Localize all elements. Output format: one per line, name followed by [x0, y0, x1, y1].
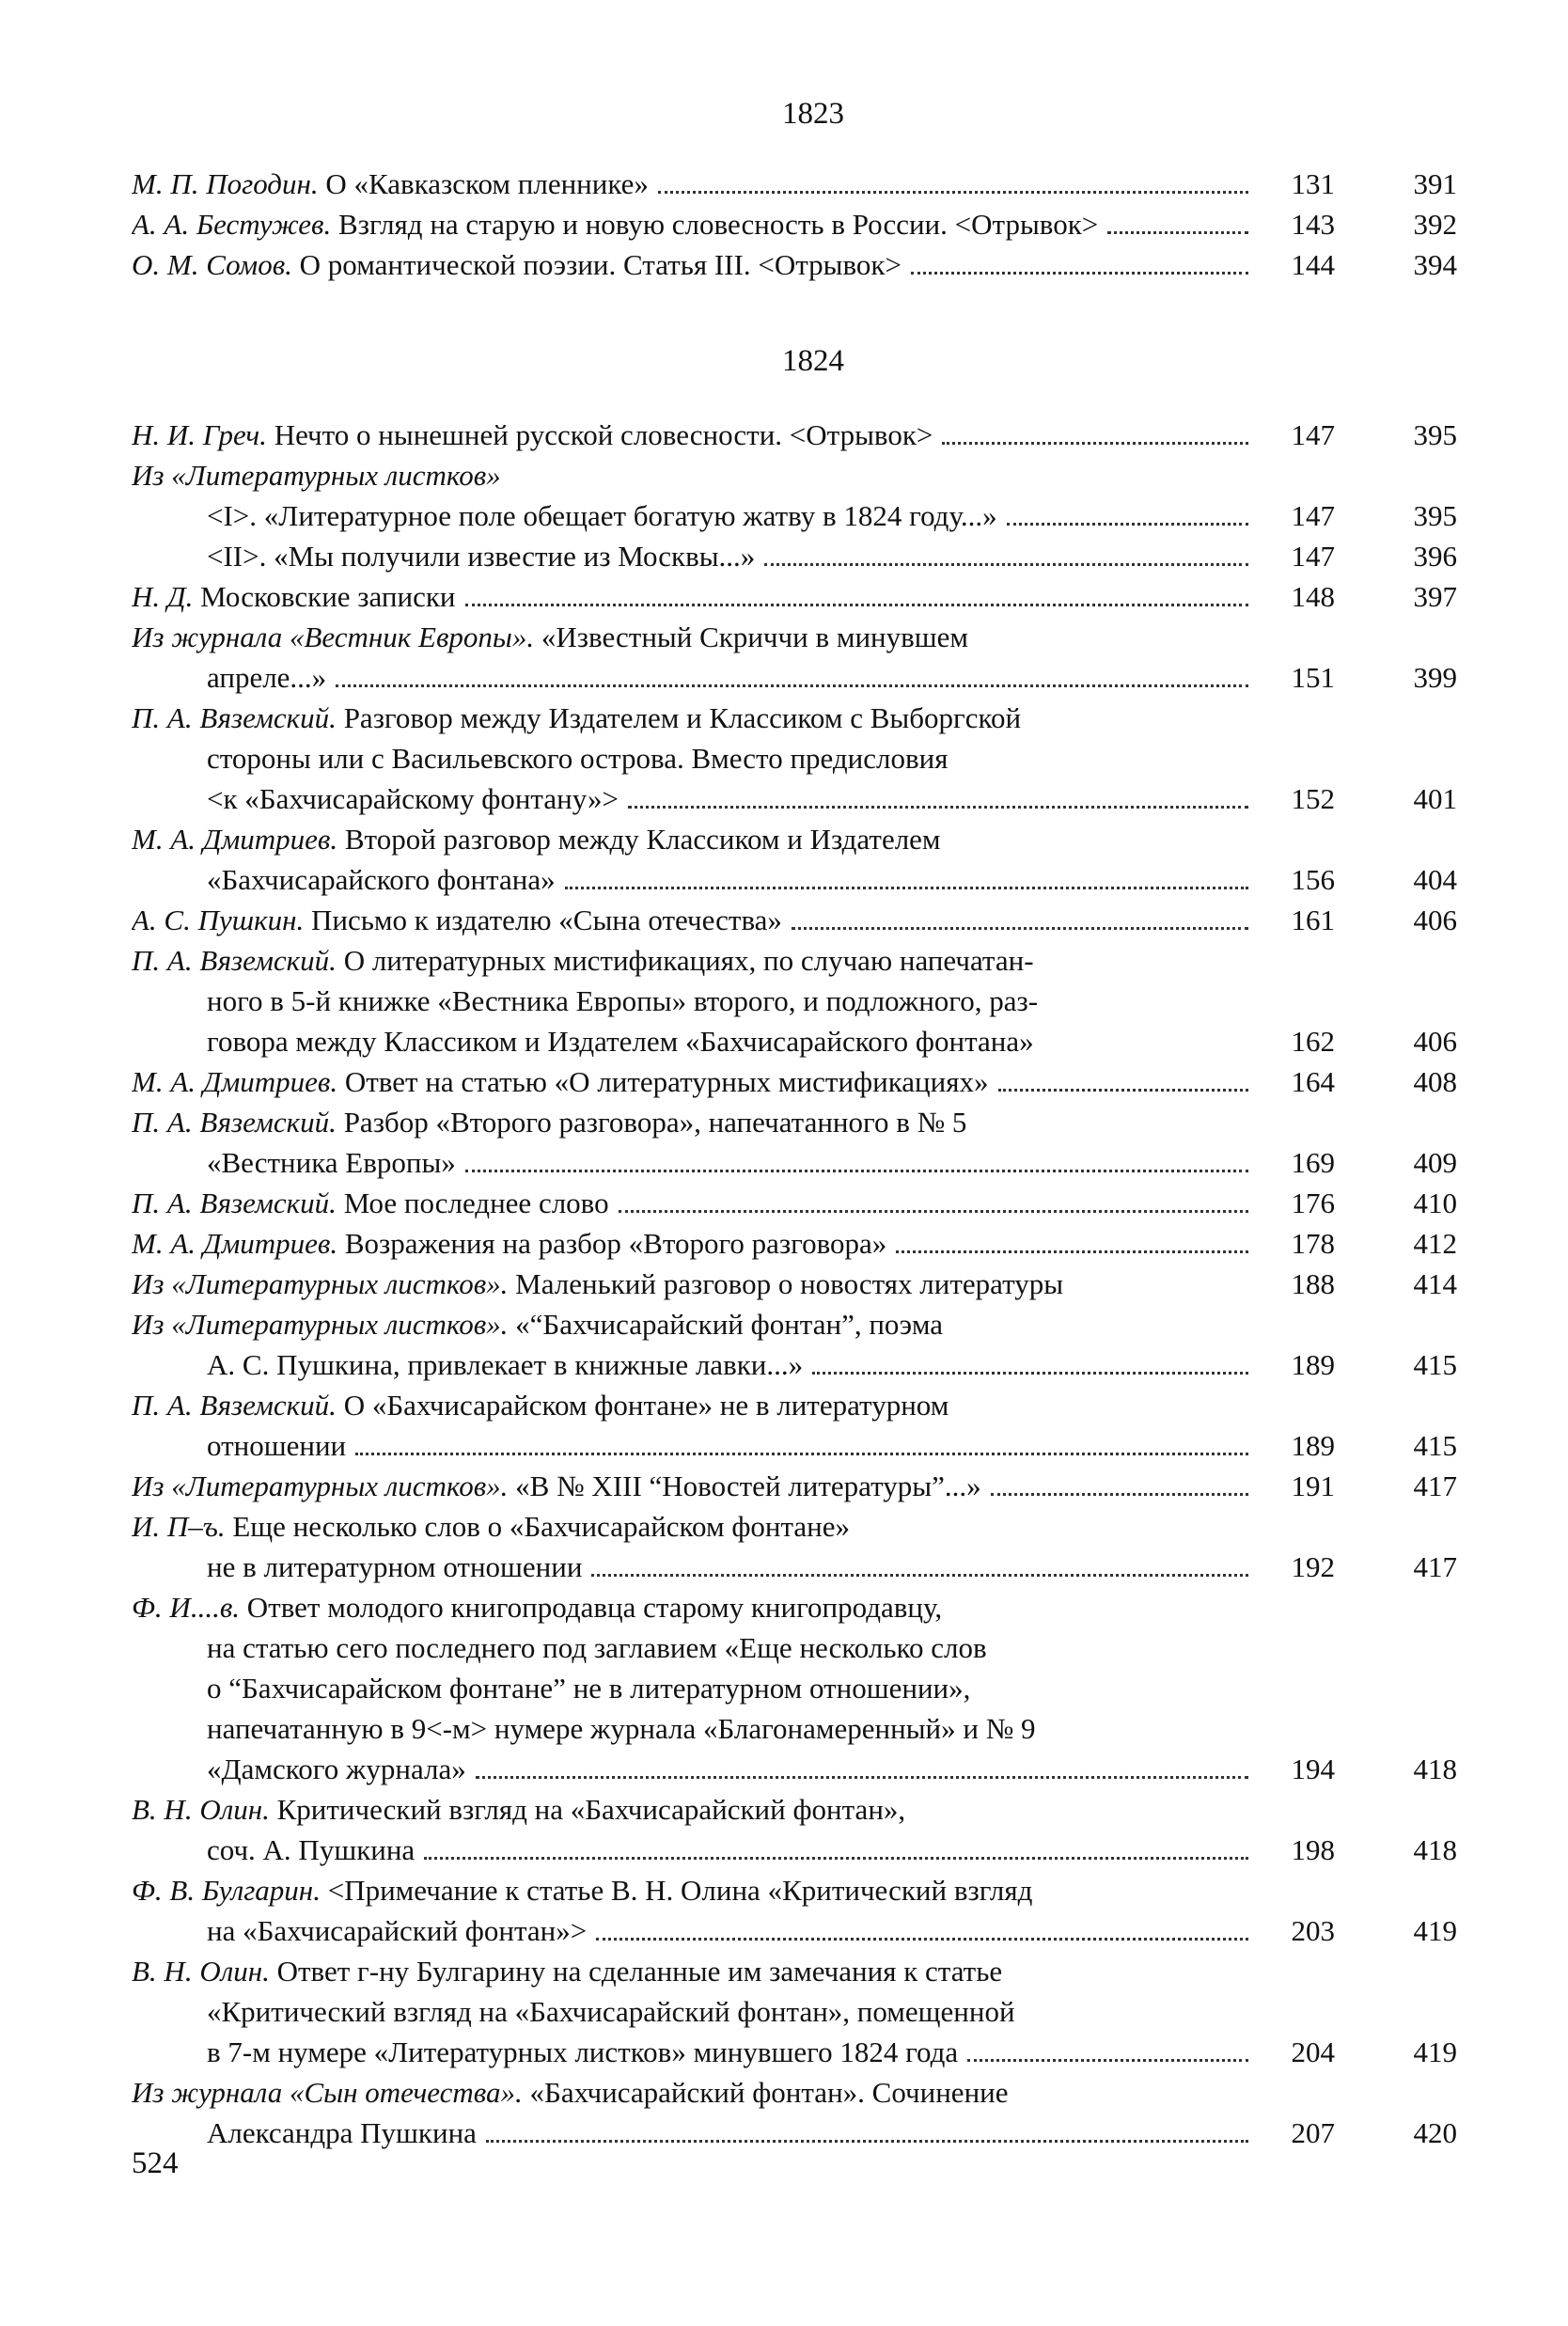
- entry-line: [132, 1708, 1457, 1749]
- year-heading: 1824: [782, 344, 844, 378]
- entry-line: [132, 819, 1457, 859]
- toc-entry: [132, 1506, 1457, 1587]
- entry-title: говора между Классиком и Издателем «Бахчисарайского фонтана»: [207, 1025, 1034, 1058]
- dot-leader: [658, 191, 1248, 194]
- entry-line: [132, 1183, 1457, 1223]
- entry-line: [132, 1344, 1457, 1385]
- page-ref-primary: 188: [1291, 1267, 1335, 1300]
- entry-line: [132, 1830, 1457, 1870]
- entry-author: Из «Литературных листков»: [132, 459, 501, 492]
- entry-title: о “Бахчисарайском фонтане” не в литературном отношении»,: [207, 1672, 971, 1705]
- dot-leader: [764, 563, 1248, 566]
- entry-title: Нечто о нынешней русской словесности. <Отрывок>: [266, 418, 933, 451]
- entry-author: П. А. Вяземский.: [132, 1389, 337, 1422]
- entry-line: [132, 1506, 1457, 1547]
- page-ref-primary: 207: [1291, 2116, 1335, 2149]
- entry-title: «Дамского журнала»: [207, 1752, 466, 1785]
- entry-text: [207, 738, 948, 778]
- dot-leader: [911, 272, 1248, 275]
- page-ref-commentary: 412: [1413, 1227, 1457, 1260]
- entry-text: [207, 2032, 958, 2072]
- entry-line: [132, 1264, 1457, 1304]
- entry-text: [132, 1587, 942, 1627]
- page-ref-primary: 176: [1291, 1187, 1335, 1219]
- page-ref-commentary: 396: [1413, 540, 1457, 573]
- page-ref-primary: 189: [1291, 1348, 1335, 1381]
- page-ref-commentary: 394: [1413, 248, 1457, 281]
- entry-text: [207, 1910, 587, 1951]
- entry-text: [132, 164, 649, 204]
- entry-title: «В № XIII “Новостей литературы”...»: [508, 1469, 981, 1502]
- page-ref-commentary: 417: [1413, 1469, 1457, 1502]
- entry-author: Из «Литературных листков».: [132, 1267, 509, 1300]
- entry-title: Александра Пушкина: [207, 2116, 477, 2149]
- page-ref-primary: 192: [1291, 1550, 1335, 1583]
- entry-list: [132, 415, 1457, 2153]
- page-ref-primary: 162: [1291, 1025, 1335, 1058]
- entry-line: [132, 576, 1457, 617]
- entry-line: [132, 1061, 1457, 1102]
- entry-author: М. А. Дмитриев.: [132, 1227, 338, 1260]
- entry-title: ного в 5-й книжке «Вестника Европы» второго, и подложного, раз-: [207, 984, 1039, 1017]
- entry-title: отношении: [207, 1429, 347, 1462]
- entry-line: [132, 1951, 1457, 1991]
- entry-title: «Известный Скриччи в минувшем: [534, 621, 969, 653]
- toc-entry: [132, 1951, 1457, 2072]
- entry-line: [132, 1789, 1457, 1830]
- entry-line: [132, 657, 1457, 698]
- entry-author: П. А. Вяземский.: [132, 1187, 337, 1219]
- entry-line: [132, 1870, 1457, 1910]
- entry-author: И. П–ъ.: [132, 1510, 226, 1543]
- page-ref-commentary: 414: [1413, 1267, 1457, 1300]
- page-ref-primary: 144: [1291, 248, 1335, 281]
- dot-leader: [967, 2059, 1248, 2062]
- entry-line: [132, 1385, 1457, 1425]
- entry-author: Из журнала «Вестник Европы».: [132, 621, 535, 653]
- entry-author: Из журнала «Сын отечества».: [132, 2076, 523, 2109]
- entry-title: на «Бахчисарайский фонтан»>: [207, 1914, 588, 1947]
- dot-leader: [628, 806, 1248, 809]
- entry-line: [132, 1627, 1457, 1668]
- entry-text: [132, 1304, 943, 1344]
- entry-title: <II>. «Мы получили известие из Москвы...»: [207, 540, 756, 573]
- toc-sections: [132, 94, 1457, 2153]
- entry-line: [132, 1021, 1457, 1061]
- entry-title: О «Бахчисарайском фонтане» не в литературном: [336, 1389, 949, 1422]
- entry-text: [207, 1547, 582, 1587]
- toc-entry: [132, 1385, 1457, 1466]
- toc-entry: [132, 455, 1457, 576]
- entry-title: Разговор между Издателем и Классиком с Выборгской: [336, 701, 1022, 734]
- toc-entry: [132, 1870, 1457, 1951]
- entry-line: [132, 900, 1457, 940]
- page-ref-commentary: 399: [1413, 661, 1457, 694]
- entry-title: Критический взгляд на «Бахчисарайский фонтан»,: [269, 1793, 906, 1826]
- dot-leader: [476, 1776, 1248, 1779]
- entry-title: Второй разговор между Классиком и Издателем: [337, 823, 941, 856]
- dot-leader: [942, 442, 1248, 445]
- entry-text: [207, 657, 326, 698]
- page-ref-primary: 147: [1291, 540, 1335, 573]
- entry-text: [132, 1102, 966, 1142]
- dot-leader: [998, 1089, 1249, 1092]
- dot-leader: [1107, 231, 1248, 234]
- entry-text: [207, 1991, 1015, 2032]
- page-ref-commentary: 418: [1413, 1833, 1457, 1866]
- page-ref-primary: 198: [1291, 1833, 1335, 1866]
- page-ref-primary: 152: [1291, 782, 1335, 815]
- dot-leader: [486, 2140, 1248, 2143]
- toc-entry: [132, 415, 1457, 455]
- entry-line: [132, 2113, 1457, 2153]
- entry-title: Маленький разговор о новостях литературы: [508, 1267, 1064, 1300]
- entry-line: [132, 2072, 1457, 2113]
- entry-title: Разбор «Второго разговора», напечатанного в № 5: [336, 1106, 967, 1139]
- entry-line: [132, 1425, 1457, 1466]
- entry-author: О. М. Сомов.: [132, 248, 292, 281]
- entry-title: напечатанную в 9<-м> нумере журнала «Благонамеренный» и № 9: [207, 1712, 1036, 1745]
- page-ref-commentary: 392: [1413, 208, 1457, 241]
- entry-title: «Критический взгляд на «Бахчисарайский фонтан», помещенной: [207, 1995, 1015, 2028]
- entry-title: Ответ молодого книгопродавца старому книгопродавцу,: [240, 1591, 943, 1624]
- entry-author: В. Н. Олин.: [132, 1955, 270, 1988]
- entry-author: М. А. Дмитриев.: [132, 1065, 338, 1098]
- entry-text: [132, 576, 456, 617]
- entry-title: стороны или с Васильевского острова. Вместо предисловия: [207, 742, 949, 775]
- entry-text: [132, 1870, 1032, 1910]
- page-ref-primary: 131: [1291, 167, 1335, 200]
- entry-text: [132, 415, 933, 455]
- entry-author: М. П. Погодин.: [132, 167, 319, 200]
- page-ref-primary: 147: [1291, 418, 1335, 451]
- page-ref-commentary: 415: [1413, 1429, 1457, 1462]
- entry-title: на статью сего последнего под заглавием «Еще несколько слов: [207, 1631, 987, 1664]
- page-ref-primary: 203: [1291, 1914, 1335, 1947]
- page-ref-commentary: 420: [1413, 2116, 1457, 2149]
- entry-text: [132, 698, 1021, 738]
- toc-entry: [132, 1466, 1457, 1506]
- dot-leader: [896, 1250, 1248, 1253]
- toc-entry: [132, 164, 1457, 204]
- entry-line: [132, 204, 1457, 244]
- entry-title: О литературных мистификациях, по случаю напечатан-: [336, 944, 1034, 977]
- entry-title: Еще несколько слов о «Бахчисарайском фонтане»: [225, 1510, 851, 1543]
- toc-entry: [132, 819, 1457, 900]
- entry-line: [132, 164, 1457, 204]
- page-ref-commentary: 401: [1413, 782, 1457, 815]
- toc-entry: [132, 698, 1457, 819]
- dot-leader: [596, 1938, 1248, 1941]
- toc-entry: [132, 2072, 1457, 2153]
- entry-title: Письмо к издателю «Сына отечества»: [304, 904, 782, 936]
- entry-line: [132, 617, 1457, 657]
- toc-entry: [132, 1264, 1457, 1304]
- page-ref-primary: 169: [1291, 1146, 1335, 1179]
- page-ref-primary: 148: [1291, 580, 1335, 613]
- entry-text: [207, 981, 1038, 1021]
- entry-line: [132, 940, 1457, 981]
- page-number: 524: [132, 2146, 179, 2180]
- page-ref-primary: 156: [1291, 863, 1335, 896]
- entry-text: [207, 778, 619, 819]
- dot-leader: [619, 1210, 1248, 1213]
- entry-text: [207, 1021, 1034, 1061]
- entry-line: [132, 244, 1457, 285]
- entry-title: Ответ г-ну Булгарину на сделанные им замечания к статье: [269, 1955, 1003, 1988]
- dot-leader: [565, 887, 1248, 889]
- entry-text: [132, 940, 1034, 981]
- entry-title: О «Кавказском пленнике»: [318, 167, 649, 200]
- page-ref-commentary: 418: [1413, 1752, 1457, 1785]
- entry-line: [132, 1991, 1457, 2032]
- entry-text: [207, 1344, 803, 1385]
- entry-text: [207, 2113, 477, 2153]
- entry-text: [207, 536, 755, 576]
- entry-line: [132, 1749, 1457, 1789]
- page-ref-commentary: 419: [1413, 2035, 1457, 2068]
- entry-author: А. С. Пушкин.: [132, 904, 305, 936]
- toc-entry: [132, 204, 1457, 244]
- entry-text: [132, 204, 1098, 244]
- entry-text: [207, 1142, 456, 1183]
- dot-leader: [591, 1574, 1248, 1577]
- entry-title: «Бахчисарайского фонтана»: [207, 863, 556, 896]
- entry-text: [132, 1061, 989, 1102]
- entry-author: Ф. В. Булгарин.: [132, 1874, 321, 1907]
- entry-line: [132, 455, 1457, 495]
- entry-text: [132, 1506, 850, 1547]
- toc-entry: [132, 617, 1457, 698]
- page-ref-commentary: 406: [1413, 1025, 1457, 1058]
- page-ref-primary: 151: [1291, 661, 1335, 694]
- page-ref-primary: 164: [1291, 1065, 1335, 1098]
- toc-entry: [132, 576, 1457, 617]
- page-ref-commentary: 408: [1413, 1065, 1457, 1098]
- entry-author: В. Н. Олин.: [132, 1793, 270, 1826]
- entry-line: [132, 778, 1457, 819]
- entry-author: Н. И. Греч.: [132, 418, 267, 451]
- page-ref-primary: 194: [1291, 1752, 1335, 1785]
- entry-line: [132, 1587, 1457, 1627]
- entry-title: О романтической поэзии. Статья III. <Отрывок>: [291, 248, 902, 281]
- entry-title: Ответ на статью «О литературных мистификациях»: [337, 1065, 989, 1098]
- page-ref-primary: 204: [1291, 2035, 1335, 2068]
- entry-line: [132, 859, 1457, 900]
- entry-author: П. А. Вяземский.: [132, 701, 337, 734]
- entry-title: апреле...»: [207, 661, 327, 694]
- entry-line: [132, 2032, 1457, 2072]
- dot-leader: [792, 927, 1248, 930]
- entry-author: П. А. Вяземский.: [132, 944, 337, 977]
- dot-leader: [1007, 523, 1248, 526]
- entry-title: «Бахчисарайский фонтан». Сочинение: [522, 2076, 1009, 2109]
- page-ref-commentary: 395: [1413, 418, 1457, 451]
- entry-line: [132, 698, 1457, 738]
- entry-title: «“Бахчисарайский фонтан”, поэма: [508, 1308, 943, 1341]
- entry-text: [207, 1627, 987, 1668]
- entry-author: Из «Литературных листков».: [132, 1469, 509, 1502]
- page-ref-primary: 147: [1291, 499, 1335, 532]
- entry-title: <I>. «Литературное поле обещает богатую жатву в 1824 году...»: [207, 499, 997, 532]
- page-ref-primary: 143: [1291, 208, 1335, 241]
- entry-text: [132, 1183, 609, 1223]
- entry-title: в 7-м нумере «Литературных листков» минувшего 1824 года: [207, 2035, 959, 2068]
- entry-text: [132, 819, 941, 859]
- entry-line: [132, 536, 1457, 576]
- entry-text: [132, 455, 501, 495]
- page-ref-commentary: 397: [1413, 580, 1457, 613]
- entry-title: Взгляд на старую и новую словесность в России. <Отрывок>: [331, 208, 1099, 241]
- page-ref-primary: 178: [1291, 1227, 1335, 1260]
- entry-author: Ф. И....в.: [132, 1591, 241, 1624]
- entry-text: [132, 1951, 1002, 1991]
- year-heading: 1823: [782, 97, 844, 131]
- entry-line: [132, 981, 1457, 1021]
- entry-list: [132, 164, 1457, 285]
- toc-entry: [132, 1304, 1457, 1385]
- entry-title: не в литературном отношении: [207, 1550, 583, 1583]
- entry-text: [132, 2072, 1009, 2113]
- entry-text: [207, 1708, 1036, 1749]
- entry-line: [132, 1668, 1457, 1708]
- entry-text: [132, 1264, 1063, 1304]
- entry-line: [132, 415, 1457, 455]
- dot-leader: [336, 684, 1248, 687]
- toc-entry: [132, 1587, 1457, 1789]
- toc-entry: [132, 1789, 1457, 1870]
- entry-author: Из «Литературных листков».: [132, 1308, 509, 1341]
- entry-text: [132, 1385, 949, 1425]
- page-ref-commentary: 391: [1413, 167, 1457, 200]
- entry-title: «Вестника Европы»: [207, 1146, 456, 1179]
- entry-text: [132, 1466, 981, 1506]
- entry-title: Московские записки: [193, 580, 456, 613]
- dot-leader: [991, 1493, 1248, 1496]
- page-ref-commentary: 417: [1413, 1550, 1457, 1583]
- page-ref-commentary: 395: [1413, 499, 1457, 532]
- page-ref-primary: 191: [1291, 1469, 1335, 1502]
- toc-entry: [132, 900, 1457, 940]
- entry-text: [132, 1789, 905, 1830]
- entry-text: [207, 1749, 466, 1789]
- entry-title: Возражения на разбор «Второго разговора»: [337, 1227, 887, 1260]
- toc-entry: [132, 1223, 1457, 1264]
- entry-text: [207, 1425, 346, 1466]
- page-ref-primary: 189: [1291, 1429, 1335, 1462]
- dot-leader: [465, 604, 1249, 606]
- entry-line: [132, 495, 1457, 536]
- toc-entry: [132, 1102, 1457, 1183]
- entry-text: [207, 495, 997, 536]
- entry-text: [132, 900, 782, 940]
- entry-title: <к «Бахчисарайскому фонтану»>: [207, 782, 619, 815]
- page-ref-commentary: 406: [1413, 904, 1457, 936]
- entry-title: соч. А. Пушкина: [207, 1833, 416, 1866]
- page-ref-commentary: 404: [1413, 863, 1457, 896]
- toc-entry: [132, 244, 1457, 285]
- entry-author: Н. Д.: [132, 580, 194, 613]
- toc-entry: [132, 1183, 1457, 1223]
- entry-text: [207, 1668, 970, 1708]
- toc-entry: [132, 940, 1457, 1061]
- toc-entry: [132, 1061, 1457, 1102]
- entry-line: [132, 738, 1457, 778]
- entry-text: [207, 859, 556, 900]
- page-ref-primary: 161: [1291, 904, 1335, 936]
- entry-text: [132, 617, 968, 657]
- entry-text: [207, 1830, 415, 1870]
- dot-leader: [465, 1170, 1248, 1172]
- entry-title: А. С. Пушкина, привлекает в книжные лавки...»: [207, 1348, 804, 1381]
- page-ref-commentary: 415: [1413, 1348, 1457, 1381]
- entry-line: [132, 1102, 1457, 1142]
- toc-page: [132, 94, 1457, 2153]
- entry-line: [132, 1910, 1457, 1951]
- entry-author: П. А. Вяземский.: [132, 1106, 337, 1139]
- dot-leader: [812, 1372, 1248, 1375]
- dot-leader: [355, 1453, 1248, 1455]
- entry-line: [132, 1547, 1457, 1587]
- entry-text: [132, 1223, 886, 1264]
- entry-title: <Примечание к статье В. Н. Олина «Критический взгляд: [320, 1874, 1033, 1907]
- entry-author: А. А. Бестужев.: [132, 208, 332, 241]
- entry-line: [132, 1223, 1457, 1264]
- page-ref-commentary: 410: [1413, 1187, 1457, 1219]
- page-ref-commentary: 409: [1413, 1146, 1457, 1179]
- entry-author: М. А. Дмитриев.: [132, 823, 338, 856]
- entry-line: [132, 1466, 1457, 1506]
- page-ref-commentary: 419: [1413, 1914, 1457, 1947]
- entry-title: Мое последнее слово: [336, 1187, 609, 1219]
- entry-line: [132, 1142, 1457, 1183]
- dot-leader: [424, 1857, 1248, 1860]
- entry-line: [132, 1304, 1457, 1344]
- entry-text: [132, 244, 902, 285]
